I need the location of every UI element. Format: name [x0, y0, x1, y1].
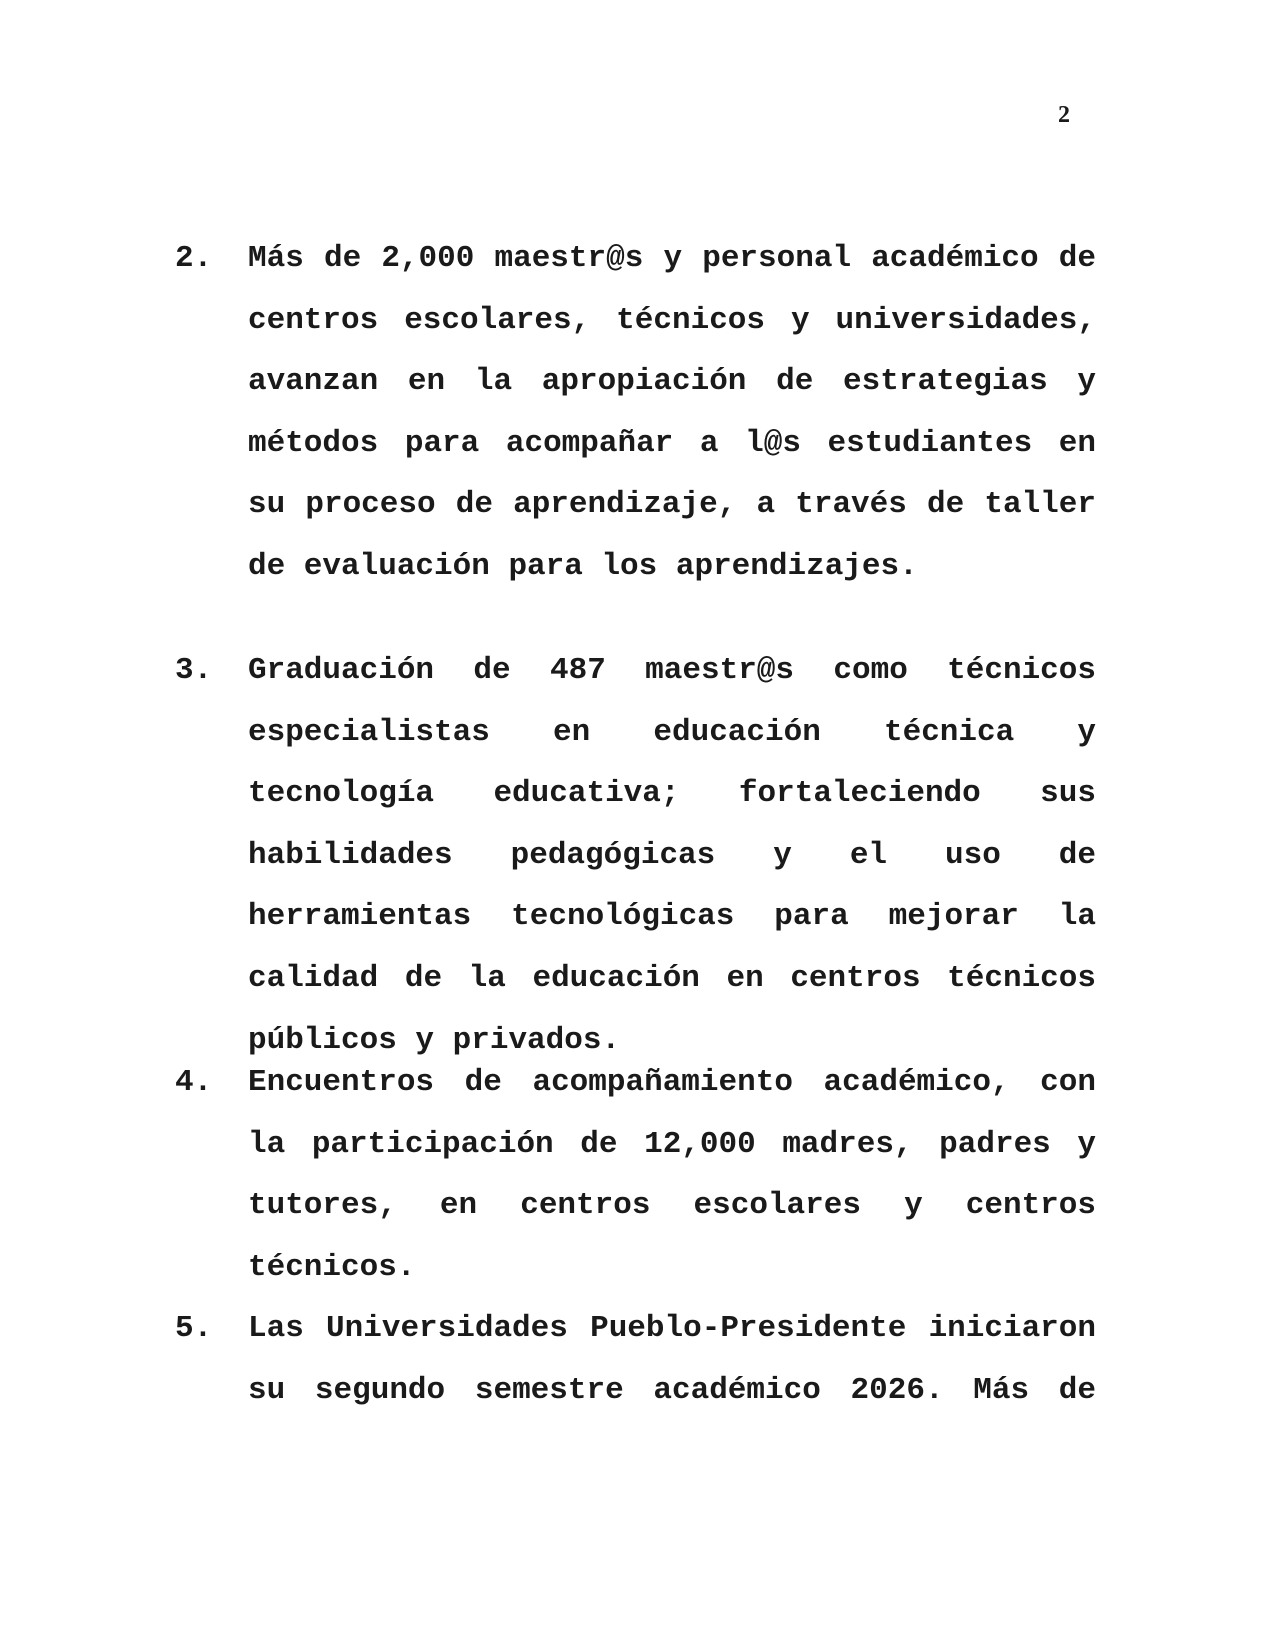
- list-item: [175, 1298, 1095, 1421]
- list-item: [175, 640, 1095, 1071]
- list-item-text: Graduación de 487 maestr@s como técnicos especialistas en educación técnica y tecnología educativa; fortaleciendo sus habilidades pedagógicas y el uso de herramientas tecnológicas para mejorar la calidad de la educación en centros técnicos públicos y privados.: [248, 653, 1096, 1058]
- list-item-text: Encuentros de acompañamiento académico, con la participación de 12,000 madres, padres y tutores, en centros escolares y centros técnicos.: [248, 1065, 1096, 1285]
- list-item: [175, 1052, 1095, 1298]
- list-item: [175, 228, 1095, 598]
- list-item-number: 2.: [175, 241, 213, 276]
- list-item-text: Más de 2,000 maestr@s y personal académico de centros escolares, técnicos y universidades, avanzan en la apropiación de estrategias y métodos para acompañar a l@s estudiantes en su proceso de aprendizaje, a través de taller de evaluación para los aprendizajes.: [248, 241, 1096, 584]
- list-item-number: 5.: [175, 1311, 213, 1346]
- page-number: 2: [1058, 102, 1070, 128]
- list-item-text: Las Universidades Pueblo-Presidente iniciaron su segundo semestre académico 2026. Más de: [248, 1311, 1096, 1408]
- list-item-number: 3.: [175, 653, 213, 688]
- list-item-number: 4.: [175, 1065, 213, 1100]
